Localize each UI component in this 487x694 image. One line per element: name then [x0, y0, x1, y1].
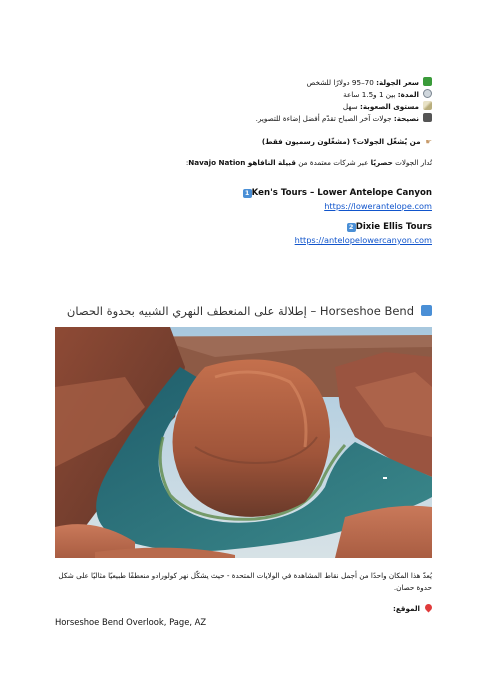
pointing-hand-icon: ☛	[425, 137, 432, 146]
stopwatch-icon	[423, 89, 432, 98]
difficulty-line: مستوى الصعوبة: سهل	[55, 101, 432, 112]
section-heading: Horseshoe Bend – إطلالة على المنعطف النهري الشبيه بحدوة الحصان	[55, 304, 432, 318]
number-two-icon: 2	[347, 223, 356, 232]
horseshoe-bend-illustration	[55, 327, 432, 558]
tours-intro: تُدار الجولات حصريًا عبر شركات معتمدة من قبيلة النافاهو Navajo Nation:	[185, 158, 432, 167]
operator-link[interactable]: https://antelopelowercanyon.com	[294, 235, 432, 245]
location-value: Horseshoe Bend Overlook, Page, AZ	[55, 617, 207, 627]
ruler-icon	[423, 101, 432, 110]
camera-icon	[423, 113, 432, 122]
tours-question: ☛من يُشغّل الجولات؟ (مشغّلون رسميون فقط)	[261, 137, 432, 146]
money-icon	[423, 77, 432, 86]
section-description: يُعدّ هذا المكان واحدًا من أجمل نقاط المشاهدة في الولايات المتحدة - حيث يشكّل نهر كولورادو منعطفًا طبيعيًا مثاليًا على شكل حدوة حصان.	[58, 571, 432, 592]
operator-2-link-row	[55, 228, 432, 247]
operator-link[interactable]: https://lowerantelope.com	[324, 201, 432, 211]
blue-square-icon	[421, 305, 432, 316]
horseshoe-bend-photo	[55, 327, 432, 558]
price-line: سعر الجولة: 70–95 دولارًا للشخص	[55, 77, 432, 88]
operator-name: Dixie Ellis Tours	[355, 222, 432, 232]
operator-name: Ken's Tours – Lower Antelope Canyon	[251, 188, 432, 198]
duration-line: المدة: بين 1 و1.5 ساعة	[55, 89, 432, 100]
location-label-row: الموقع:	[55, 604, 432, 614]
location-pin-icon	[424, 603, 434, 613]
tip-line: نصيحة: جولات آخر الصباح تقدّم أفضل إضاءة للتصوير.	[55, 113, 432, 124]
number-one-icon: 1	[243, 189, 252, 198]
operator-1-link-row	[55, 194, 432, 213]
